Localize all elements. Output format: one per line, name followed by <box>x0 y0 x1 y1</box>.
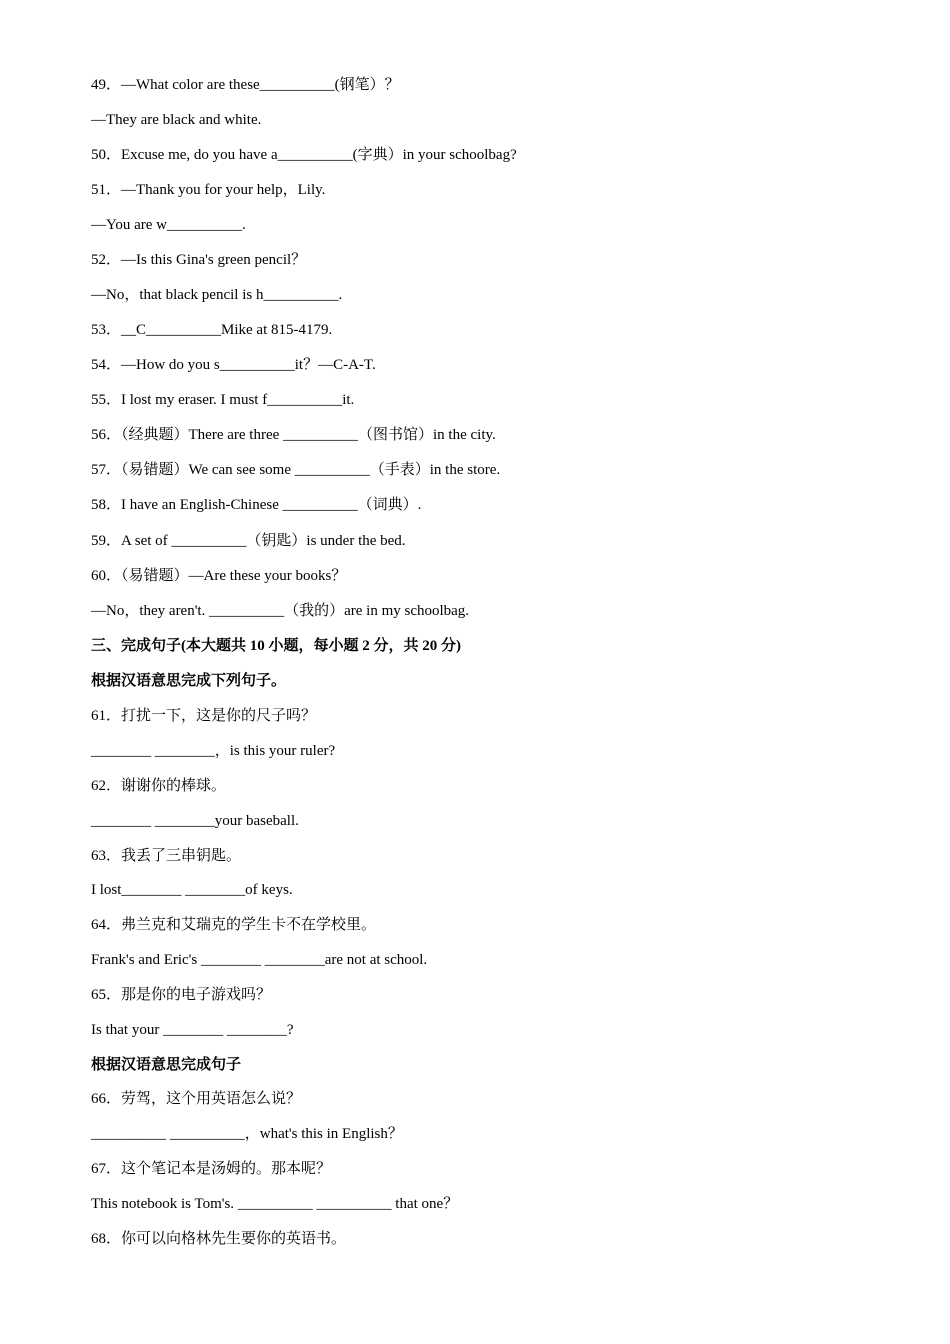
question-65: 65．那是你的电子游戏吗？ <box>91 987 272 1003</box>
answer-line-51: —You are w__________. <box>91 217 246 233</box>
question-67: 67．这个笔记本是汤姆的。那本呢？ <box>91 1161 332 1177</box>
question-55: 55．I lost my eraser. I must f__________it. <box>91 392 355 408</box>
question-61: 61．打扰一下，这是你的尺子吗？ <box>91 708 317 724</box>
question-60: 60．（易错题）—Are these your books？ <box>91 568 347 584</box>
question-51: 51．—Thank you for your help，Lily. <box>91 182 326 198</box>
answer-line-60: —No，they aren't. __________（我的）are in my schoolbag. <box>91 603 470 619</box>
question-66: 66．劳驾，这个用英语怎么说？ <box>91 1091 302 1107</box>
answer-line-67: This notebook is Tom's. __________ __________ that one？ <box>91 1196 459 1212</box>
question-62: 62．谢谢你的棒球。 <box>91 778 227 794</box>
question-58: 58．I have an English-Chinese __________（词典）. <box>91 497 422 513</box>
question-59: 59．A set of __________（钥匙）is under the bed. <box>91 533 406 549</box>
answer-line-52: —No，that black pencil is h__________. <box>91 287 343 303</box>
answer-line-66: __________ __________，what's this in English？ <box>91 1126 403 1142</box>
section-3-instruction-1: 根据汉语意思完成下列句子。 <box>91 673 287 689</box>
answer-line-65: Is that your ________ ________? <box>91 1022 294 1038</box>
answer-line-64: Frank's and Eric's ________ ________are not at school. <box>91 952 428 968</box>
answer-line-49: —They are black and white. <box>91 112 262 128</box>
section-3-instruction-2: 根据汉语意思完成句子 <box>91 1057 242 1073</box>
answer-line-61: ________ ________，is this your ruler? <box>91 743 336 759</box>
question-52: 52．—Is this Gina's green pencil？ <box>91 252 307 268</box>
section-3-heading: 三、完成句子(本大题共 10 小题，每小题 2 分，共 20 分) <box>91 638 461 654</box>
question-50: 50．Excuse me, do you have a__________(字典）in your schoolbag? <box>91 147 517 163</box>
question-63: 63．我丢了三串钥匙。 <box>91 848 242 864</box>
question-57: 57．（易错题）We can see some __________（手表）in the store. <box>91 462 501 478</box>
answer-line-63: I lost________ ________of keys. <box>91 882 293 898</box>
question-49: 49．—What color are these__________(钢笔）？ <box>91 77 400 93</box>
question-64: 64．弗兰克和艾瑞克的学生卡不在学校里。 <box>91 917 377 933</box>
question-56: 56．（经典题）There are three __________（图书馆）in the city. <box>91 427 496 443</box>
question-68: 68．你可以向格林先生要你的英语书。 <box>91 1231 347 1247</box>
question-54: 54．—How do you s__________it？—C-A-T. <box>91 357 376 373</box>
question-53: 53．__C__________Mike at 815-4179. <box>91 322 333 338</box>
answer-line-62: ________ ________your baseball. <box>91 813 299 829</box>
